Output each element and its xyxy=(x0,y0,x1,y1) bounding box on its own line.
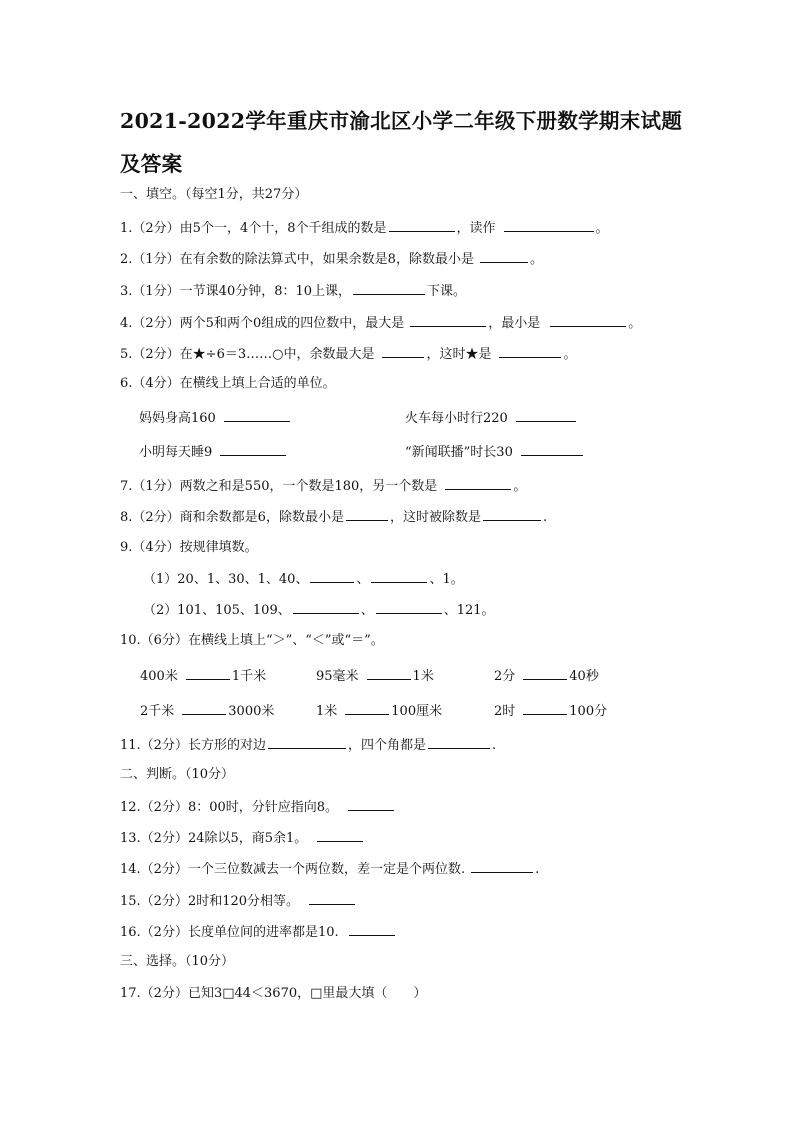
answer-blank[interactable] xyxy=(317,829,363,842)
answer-blank[interactable] xyxy=(182,702,226,715)
question-2 xyxy=(120,250,543,268)
question-6: 6.（4分）在横线上填上合适的单位。 xyxy=(120,376,336,391)
question-5-text-mid: ，这时★是 xyxy=(426,347,492,362)
answer-blank[interactable] xyxy=(445,477,511,490)
question-9-sub-end: 、1。 xyxy=(429,572,464,587)
question-9-sub-text: （1）20、1、30、1、40、 xyxy=(143,572,309,587)
question-15 xyxy=(120,892,357,910)
answer-blank[interactable] xyxy=(516,409,576,422)
answer-blank[interactable] xyxy=(504,219,594,232)
separator: 、 xyxy=(356,572,370,587)
question-3-text: 3.（1分）一节课40分钟，8：10上课， xyxy=(120,284,352,299)
compare-item xyxy=(140,702,274,720)
answer-blank[interactable] xyxy=(268,736,346,749)
answer-blank[interactable] xyxy=(523,702,567,715)
question-5 xyxy=(120,345,576,363)
question-14-text: 14.（2分）一个三位数减去一个两位数，差一定是个两位数. xyxy=(120,862,466,877)
question-9-sub-1 xyxy=(143,570,464,588)
compare-item xyxy=(140,667,266,685)
question-8-text-mid: ，这时被除数是 xyxy=(389,510,481,525)
answer-blank[interactable] xyxy=(293,601,359,614)
compare-left: 2千米 xyxy=(140,704,175,719)
question-15-text: 15.（2分）2时和120分相等。 xyxy=(120,894,300,909)
compare-left: 2时 xyxy=(494,704,516,719)
question-12 xyxy=(120,798,396,816)
question-4-text-mid: ，最小是 xyxy=(488,316,541,331)
question-6-item-text: “新闻联播”时长30 xyxy=(405,445,513,460)
answer-blank[interactable] xyxy=(346,508,388,521)
compare-right: 40秒 xyxy=(569,669,599,684)
section-heading-judge: 二、判断。（10分） xyxy=(120,767,235,782)
question-16 xyxy=(120,923,397,941)
question-4 xyxy=(120,314,641,332)
answer-blank[interactable] xyxy=(220,443,286,456)
question-11 xyxy=(120,736,496,754)
answer-blank[interactable] xyxy=(499,345,561,358)
question-5-text: 5.（2分）在★÷6＝3……○中，余数最大是 xyxy=(120,347,375,362)
question-13-text: 13.（2分）24除以5，商5余1。 xyxy=(120,831,308,846)
compare-right: 1千米 xyxy=(231,669,267,684)
document-title-line2: 及答案 xyxy=(120,152,183,176)
compare-left: 2分 xyxy=(494,669,516,684)
question-6-item-1 xyxy=(139,409,292,427)
question-11-text-end: . xyxy=(491,738,497,753)
question-3 xyxy=(120,282,466,300)
answer-blank[interactable] xyxy=(345,702,389,715)
compare-item xyxy=(494,667,599,685)
question-17: 17.（2分）已知3□44＜3670，□里最大填（ ） xyxy=(120,986,427,1001)
question-16-text: 16.（2分）长度单位间的进率都是10. xyxy=(120,925,339,940)
question-1-text-mid: ，读作 xyxy=(456,221,496,236)
question-14-text-end: . xyxy=(535,862,540,877)
compare-right: 100分 xyxy=(569,704,608,719)
question-5-text-end: 。 xyxy=(563,347,577,362)
answer-blank[interactable] xyxy=(367,667,411,680)
section-heading-fill-blank: 一、填空。（每空1分，共27分） xyxy=(120,187,308,202)
question-8 xyxy=(120,508,547,526)
question-9-sub-end: 、121。 xyxy=(443,603,495,618)
answer-blank[interactable] xyxy=(480,250,528,263)
answer-blank[interactable] xyxy=(410,314,486,327)
compare-item xyxy=(494,702,607,720)
question-10: 10.（6分）在横线上填上“＞”、“＜”或“＝”。 xyxy=(120,633,384,648)
question-14 xyxy=(120,860,539,878)
answer-blank[interactable] xyxy=(376,601,442,614)
answer-blank[interactable] xyxy=(428,736,490,749)
question-6-item-3 xyxy=(139,443,288,461)
section-heading-choice: 三、选择。（10分） xyxy=(120,954,235,969)
answer-blank[interactable] xyxy=(521,443,583,456)
answer-blank[interactable] xyxy=(550,314,626,327)
compare-right: 1米 xyxy=(412,669,434,684)
answer-blank[interactable] xyxy=(310,570,354,583)
question-11-text: 11.（2分）长方形的对边 xyxy=(120,738,266,753)
question-12-text: 12.（2分）8：00时，分针应指向8。 xyxy=(120,800,339,815)
answer-blank[interactable] xyxy=(186,667,230,680)
question-2-text-end: 。 xyxy=(529,252,543,267)
question-4-text: 4.（2分）两个5和两个0组成的四位数中，最大是 xyxy=(120,316,405,331)
question-11-text-mid: ，四个角都是 xyxy=(347,738,426,753)
answer-blank[interactable] xyxy=(349,923,395,936)
question-1-text: 1.（2分）由5个一，4个十，8个千组成的数是 xyxy=(120,221,387,236)
answer-blank[interactable] xyxy=(389,219,455,232)
question-8-text: 8.（2分）商和余数都是6，除数最小是 xyxy=(120,510,344,525)
answer-blank[interactable] xyxy=(483,508,541,521)
compare-item xyxy=(316,667,434,685)
answer-blank[interactable] xyxy=(309,892,355,905)
question-9-sub-2 xyxy=(143,601,495,619)
question-1-text-end: 。 xyxy=(595,221,609,236)
question-7-text-end: 。 xyxy=(513,479,527,494)
question-4-text-end: 。 xyxy=(628,316,642,331)
answer-blank[interactable] xyxy=(382,345,424,358)
compare-left: 1米 xyxy=(316,704,338,719)
document-title-line1: 2021-2022学年重庆市渝北区小学二年级下册数学期末试题 xyxy=(120,109,683,133)
question-6-item-text: 妈妈身高160 xyxy=(139,411,216,426)
answer-blank[interactable] xyxy=(471,860,533,873)
answer-blank[interactable] xyxy=(348,798,394,811)
question-2-text: 2.（1分）在有余数的除法算式中，如果余数是8，除数最小是 xyxy=(120,252,474,267)
separator: 、 xyxy=(360,603,374,618)
compare-right: 100厘米 xyxy=(391,704,443,719)
question-6-item-4 xyxy=(405,443,585,461)
question-7-text: 7.（1分）两数之和是550，一个数是180，另一个数是 xyxy=(120,479,438,494)
question-6-item-2 xyxy=(405,409,578,427)
question-1 xyxy=(120,219,609,237)
compare-item xyxy=(316,702,442,720)
question-9: 9.（4分）按规律填数。 xyxy=(120,540,258,555)
question-13 xyxy=(120,829,365,847)
question-6-item-text: 小明每天睡9 xyxy=(139,445,213,460)
answer-blank[interactable] xyxy=(353,282,425,295)
question-9-sub-text: （2）101、105、109、 xyxy=(143,603,291,618)
question-8-text-end: . xyxy=(542,510,548,525)
answer-blank[interactable] xyxy=(371,570,427,583)
compare-right: 3000米 xyxy=(228,704,275,719)
compare-left: 95毫米 xyxy=(316,669,359,684)
answer-blank[interactable] xyxy=(224,409,290,422)
compare-left: 400米 xyxy=(140,669,178,684)
answer-blank[interactable] xyxy=(523,667,567,680)
question-6-item-text: 火车每小时行220 xyxy=(405,411,508,426)
question-7 xyxy=(120,477,526,495)
question-3-text-end: 下课。 xyxy=(427,284,467,299)
